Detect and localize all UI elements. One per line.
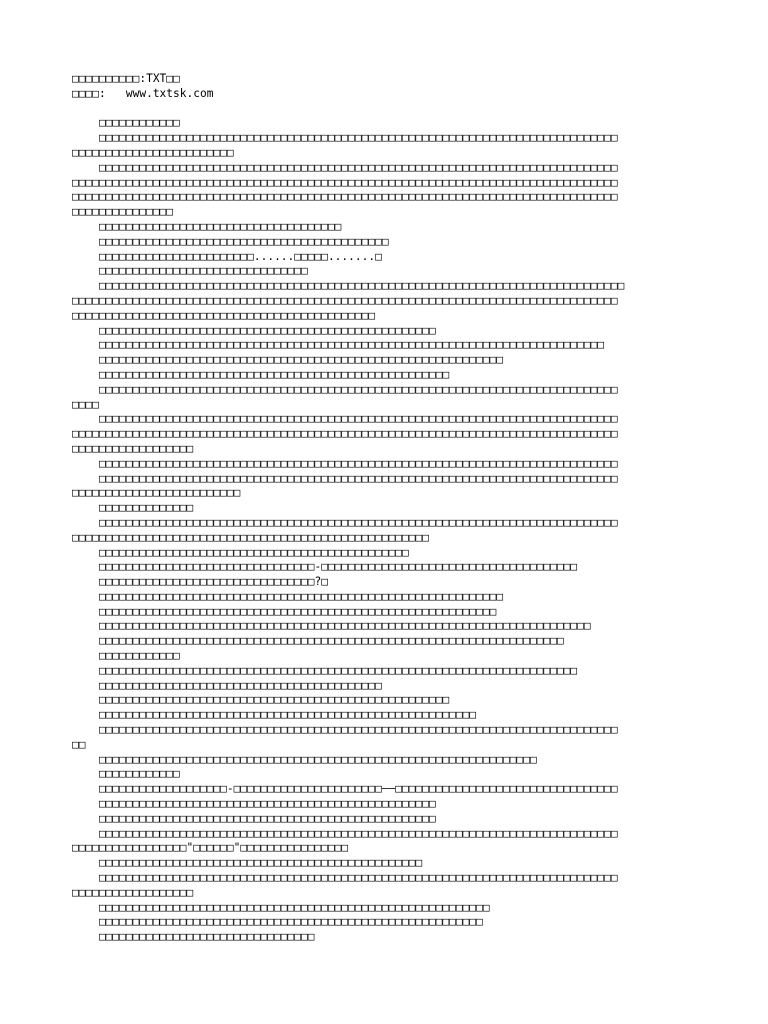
- text-line: □□□□□□□□□□□□□□□□□□□□□□□□□□□□□□□□□□□□□□□□□□□□□□□□□□□□□□□□□□□□□□□□□□□□□□□□□□□□□: [72, 412, 618, 426]
- text-line: □□□□□□□□□□□□□□□□□□□□□□□□□□□□□□□□□□□□□□□□□□□□□□□□□□□□: [72, 367, 450, 381]
- text-line: □□□□□□□□□□□□□□□□□□□□□□□□□□□□□□□□□□□□□□□□□□□□□□□□□□: [72, 323, 436, 337]
- text-line: □□□□□□□□□□□□□□□□□□□□□□□□□□□□□□□□□□□□□□□□□□□□□□□□□□□□: [72, 693, 450, 707]
- text-line: □□□□□□□□□□□□□□□□□□□□□□□□□□□□□□□□□□□□□□□□□□□□□□□□□□□□□□□□□□□□□□□□□□□□□□□□□□□□□: [72, 160, 618, 174]
- text-line: □□□□□□□□□□□□□□□□□□□□□□□□□□□□□□□□□□□□□□□□□□□□□□□□□□□□□□□□□□□□□□□□□□□□□□□□□□□□□□□□□: [72, 427, 618, 441]
- text-line: □□□□□□□□□□□□□□□□□□□□□□□□□□□□□□□□□□□□□□□□□□□□□□□□□□□□□□□□□□□□□□□□□□□□□□□□□□□□□□□□□: [72, 293, 618, 307]
- text-line: □□□□□□□□□□□□□□□□□□□□□□□□□□□□□□□□□□□□: [72, 219, 342, 233]
- text-line: □□□□□□□□□□□□□□□□□□□□□□□□□□□□□□□: [72, 264, 308, 278]
- text-line: □□□□□□□□□□□□□□□□□□□-□□□□□□□□□□□□□□□□□□□□□□——□□□□□□□□□□□□□□□□□□□□□□□□□□□□□□□□□: [72, 782, 618, 796]
- text-line: □□□□□□□□□□□□□□□□□□□□□□□□□□□□□□□□□□□□□□□□□□□□□□□□□□□□□□□□□□□□□□□□□□□□□□□□□□□□□: [72, 456, 618, 470]
- text-line: □□□□□□□□□□□□□□□□□□□□□□□□□□□□□□□□□□□□□□□□□□□□□□□□□□□□□□□□□□□□□□□□□□□□□□□□□□□□□: [72, 826, 618, 840]
- text-line: □□□□□□□□□□□□□□□: [72, 205, 174, 219]
- text-line: □□□□□□□□□□□□□□□□□□□□□□□□: [72, 145, 234, 159]
- text-line: □□□□□□□□□□□□□□□□□□□□□□□□□□□□□□□□□□□□□□□□□□□□□□□□□□□□□□□□□□□□□□□□□□□□□□□□□□□□□: [72, 382, 618, 396]
- text-line: □□□□□□□□□□□□□□: [72, 501, 194, 515]
- text-line: □□□□□□□□□□□□□□□□□□□□□□□□□□□□□□□□□□□□□□□□□□□□□□□□□□□□□□□□: [72, 708, 477, 722]
- text-line: □□□□□□□□□□□□□□□□□□□□□□□□□□□□□□□□□□□□□□□□□□□□□□□□□□□□□□□□□□□□□□□□□: [72, 752, 537, 766]
- text-line: □□□□□□□□□□□□□□□□□□□□□□□□□□□□□□□□□□□□□□□□□□□□□: [72, 308, 376, 322]
- text-line: □□□□□□□□□□□□□□□□□□□□□□□□□□□□□□□□□□□□□□□□□□□□□□□□□□□□□□□□□□□□□□□□□□□□□□□□□□□□□□□□□: [72, 175, 618, 189]
- text-line: □□□□: www.txtsk.com: [72, 86, 214, 100]
- text-line: □□□□□□□□□□□□□□□□□□□□□□□□□□□□□□□□□□□□□□□□□□□□□□□□□□□□□□□□□□□□□□□□□□□□□□□□□□□: [72, 338, 605, 352]
- text-line: □□□□□□□□□□□□□□□□□"□□□□□□"□□□□□□□□□□□□□□□□: [72, 841, 349, 855]
- text-line: □□□□□□□□□□□□□□□□□□: [72, 441, 194, 455]
- text-line: □□□□□□□□□□□□□□□□□□□□□□□□□□□□□□□□□□□□□□□□□□□□□□□□□□□□□□□□□□□□□□□□□□□□□□□□□□□□□: [72, 131, 618, 145]
- text-line: □□: [72, 737, 86, 751]
- text-line: □□□□□□□□□□□□: [72, 767, 180, 781]
- text-line: □□□□□□□□□□□□□□□□□□□□□□□□□□□□□□□□□□□□□□□□□□□□□□□□□□□□□□□□□□□□□□□□□□□□□□□□□□□□□: [72, 723, 618, 737]
- document-page: [72, 72, 712, 945]
- text-line: □□□□□□□□□□□□□□□□□□□□□□□□□□□□□□□□: [72, 930, 315, 944]
- text-line: □□□□□□□□□□□□□□□□□□: [72, 885, 194, 899]
- text-line: □□□□□□□□□□□□□□□□□□□□□□□□□□□□□□□□□□□□□□□□□□□□□□□□: [72, 856, 423, 870]
- text-line: □□□□□□□□□□□□□□□□□□□□□□□......□□□□□.......□: [72, 249, 382, 263]
- text-line: □□□□□□□□□□□□: [72, 116, 180, 130]
- text-line: □□□□□□□□□□□□□□□□□□□□□□□□□□□□□□□□□□□□□□□□□□□□□□□□□□□□□□□□□□□□□□□□□□□□□□□□□□□□□□□□□: [72, 190, 618, 204]
- text-line: □□□□□□□□□□□□□□□□□□□□□□□□□□□□□□□□□□□□□□□□□□□□□□□□□□□□□□□□□□□□□□□□□□□□□□□□□□□□□: [72, 871, 618, 885]
- text-line: □□□□□□□□□□□□□□□□□□□□□□□□□□□□□□□□□□□□□□□□□□□□□□□□□□□□□□□□□□□: [72, 604, 497, 618]
- text-line: □□□□□□□□□□□□□□□□□□□□□□□□□□□□□□□□□□□□□□□□□□□□□□□□□□□□□□□□□□□□□□□□□□□□□□□□□□□□□: [72, 471, 618, 485]
- text-line: □□□□□□□□□□□□□□□□□□□□□□□□□□□□□□□□□□□□□□□□□□□□□□□□□□□□□□□□□□□□□□□□□□□□□□□□□□□□□□: [72, 279, 625, 293]
- text-line: □□□□□□□□□□□□: [72, 649, 180, 663]
- text-line: □□□□□□□□□□□□□□□□□□□□□□□□□□□□□□□□□□□□□□□□□□□□□□□□□□: [72, 797, 436, 811]
- text-line: □□□□□□□□□□□□□□□□□□□□□□□□□□□□□□□□□□□□□□□□□□□□□□□□□□□□□□□□□□□□□□□□□□□□□□□: [72, 663, 578, 677]
- text-line: □□□□□□□□□□□□□□□□□□□□□□□□□□□□□□□□□□□□□□□□□□□□□□□□□□□□□□□□□□□□□□□□□□□□□: [72, 634, 564, 648]
- text-line: [72, 102, 712, 117]
- text-line: □□□□□□□□□□□□□□□□□□□□□□□□□□□□□□□□□□□□□□□□□□□: [72, 234, 389, 248]
- text-line: □□□□□□□□□□:TXT□□: [72, 72, 180, 85]
- text-line: □□□□□□□□□□□□□□□□□□□□□□□□□□□□□□□□□□□□□□□□□□□□□□□□□□: [72, 811, 436, 825]
- text-line: □□□□□□□□□□□□□□□□□□□□□□□□□□□□□□□□□□□□□□□□□□□□□□□□□□□□□□□□□: [72, 915, 483, 929]
- text-line: □□□□□□□□□□□□□□□□□□□□□□□□□□□□□□□□□□□□□□□□□□□□□□□□□□□□□: [72, 530, 429, 544]
- text-line: □□□□□□□□□□□□□□□□□□□□□□□□□□□□□□□□□□□□□□□□□□□□□□□□□□□□□□□□□□□□□□□□□□□□□□□□□: [72, 619, 591, 633]
- text-line: □□□□□□□□□□□□□□□□□□□□□□□□□: [72, 486, 241, 500]
- text-line: □□□□□□□□□□□□□□□□□□□□□□□□□□□□□□□□□□□□□□□□□□□□□□□□□□□□□□□□□□□□□□□□□□□□□□□□□□□□□: [72, 515, 618, 529]
- text-line: □□□□□□□□□□□□□□□□□□□□□□□□□□□□□□□□□□□□□□□□□□□□□□: [72, 545, 409, 559]
- text-line: □□□□□□□□□□□□□□□□□□□□□□□□□□□□□□□□□□□□□□□□□□□□□□□□□□□□□□□□□□: [72, 900, 490, 914]
- text-line: □□□□□□□□□□□□□□□□□□□□□□□□□□□□□□□□□□□□□□□□□□: [72, 678, 382, 692]
- text-line: □□□□□□□□□□□□□□□□□□□□□□□□□□□□□□□□?□: [72, 575, 328, 589]
- text-line: □□□□□□□□□□□□□□□□□□□□□□□□□□□□□□□□□□□□□□□□□□□□□□□□□□□□□□□□□□□□: [72, 353, 504, 367]
- text-line: □□□□□□□□□□□□□□□□□□□□□□□□□□□□□□□□-□□□□□□□□□□□□□□□□□□□□□□□□□□□□□□□□□□□□□□: [72, 560, 578, 574]
- text-line: □□□□: [72, 397, 99, 411]
- text-line: □□□□□□□□□□□□□□□□□□□□□□□□□□□□□□□□□□□□□□□□□□□□□□□□□□□□□□□□□□□□: [72, 589, 504, 603]
